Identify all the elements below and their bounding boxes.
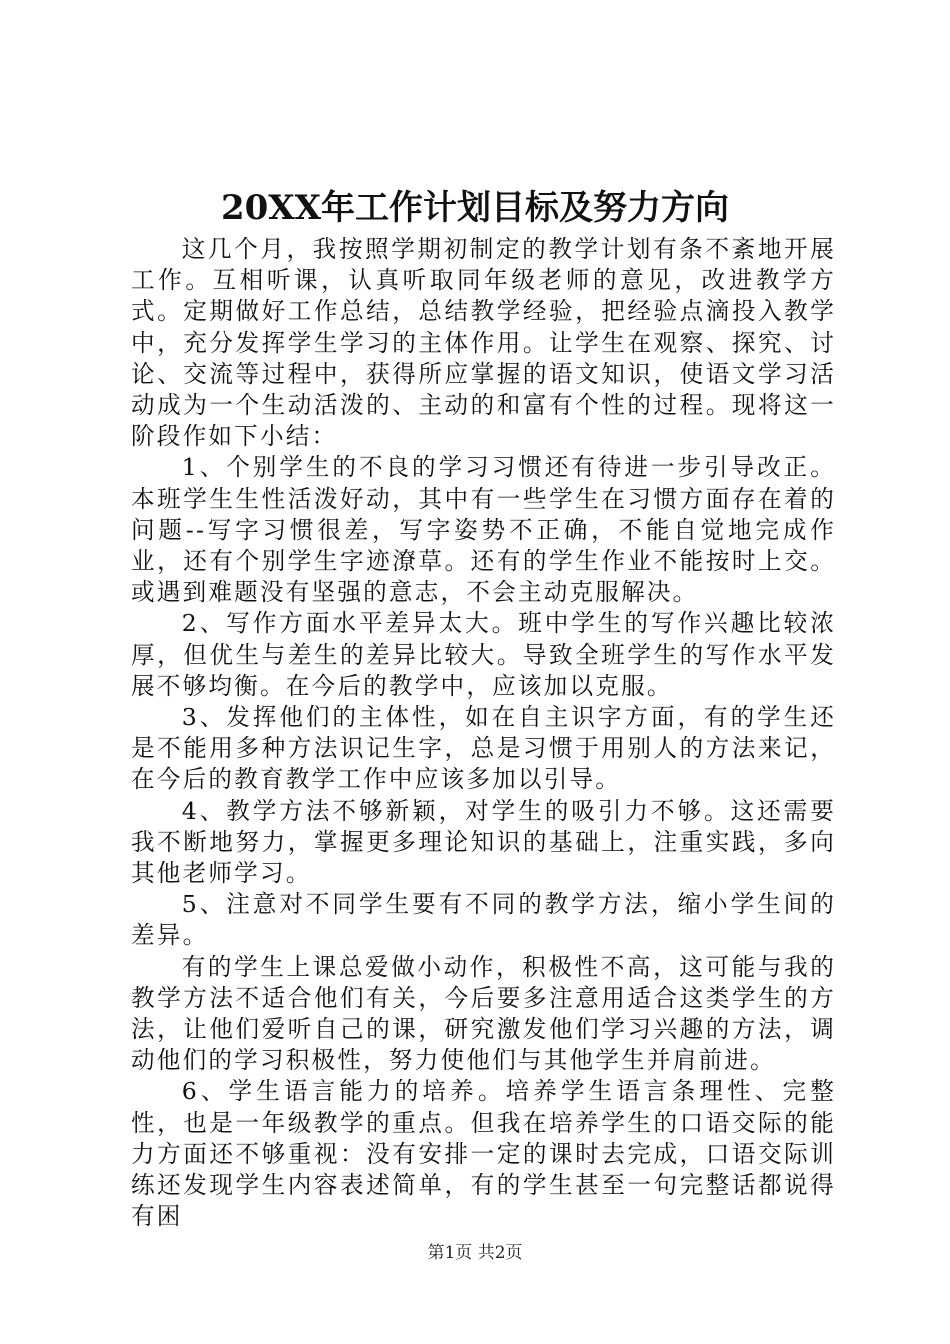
paragraph-item-4: 4、教学方法不够新颖，对学生的吸引力不够。这还需要我不断地努力，掌握更多理论知识的基础上，注重实践，多向其他老师学习。 <box>131 796 836 888</box>
page-footer: 第1页 共2页 <box>427 1243 523 1263</box>
paragraph-item-2: 2、写作方面水平差异太大。班中学生的写作兴趣比较浓厚，但优生与差生的差异比较大。导致全班学生的写作水平发展不够均衡。在今后的教学中，应该加以克服。 <box>131 609 836 700</box>
document-title: 20XX年工作计划目标及努力方向 <box>220 188 730 228</box>
paragraph-item-3: 3、发挥他们的主体性，如在自主识字方面，有的学生还是不能用多种方法识记生字，总是习惯于用别人的方法来记，在今后的教育教学工作中应该多加以引导。 <box>131 703 836 794</box>
paragraph-item-6: 6、学生语言能力的培养。培养学生语言条理性、完整性，也是一年级教学的重点。但我在培养学生的口语交际的能力方面还不够重视：没有安排一定的课时去完成，口语交际训练还发现学生内容表述简单，有的学生甚至一句完整话都说得有困 <box>131 1077 836 1231</box>
paragraph-intro: 这几个月，我按照学期初制定的教学计划有条不紊地开展工作。互相听课，认真听取同年级老师的意见，改进教学方式。定期做好工作总结，总结教学经验，把经验点滴投入教学中，充分发挥学生学习的主体作用。让学生在观察、探究、讨论、交流等过程中，获得所应掌握的语文知识，使语文学习活动成为一个生动活泼的、主动的和富有个性的过程。现将这一阶段作如下小结： <box>131 235 836 451</box>
paragraph-item-5: 5、注意对不同学生要有不同的教学方法，缩小学生间的差异。 <box>131 890 836 950</box>
document-body <box>131 234 836 1233</box>
paragraph-item-1: 1、个别学生的不良的学习习惯还有待进一步引导改正。本班学生生性活泼好动，其中有一些学生在习惯方面存在着的问题--写字习惯很差，写字姿势不正确，不能自觉地完成作业，还有个别学生字迹潦草。还有的学生作业不能按时上交。或遇到难题没有坚强的意志，不会主动克服解决。 <box>131 453 836 607</box>
paragraph-item-5-detail: 有的学生上课总爱做小动作，积极性不高，这可能与我的教学方法不适合他们有关，今后要多注意用适合这类学生的方法，让他们爱听自己的课，研究激发他们学习兴趣的方法，调动他们的学习积极性，努力使他们与其他学生并肩前进。 <box>131 952 836 1075</box>
